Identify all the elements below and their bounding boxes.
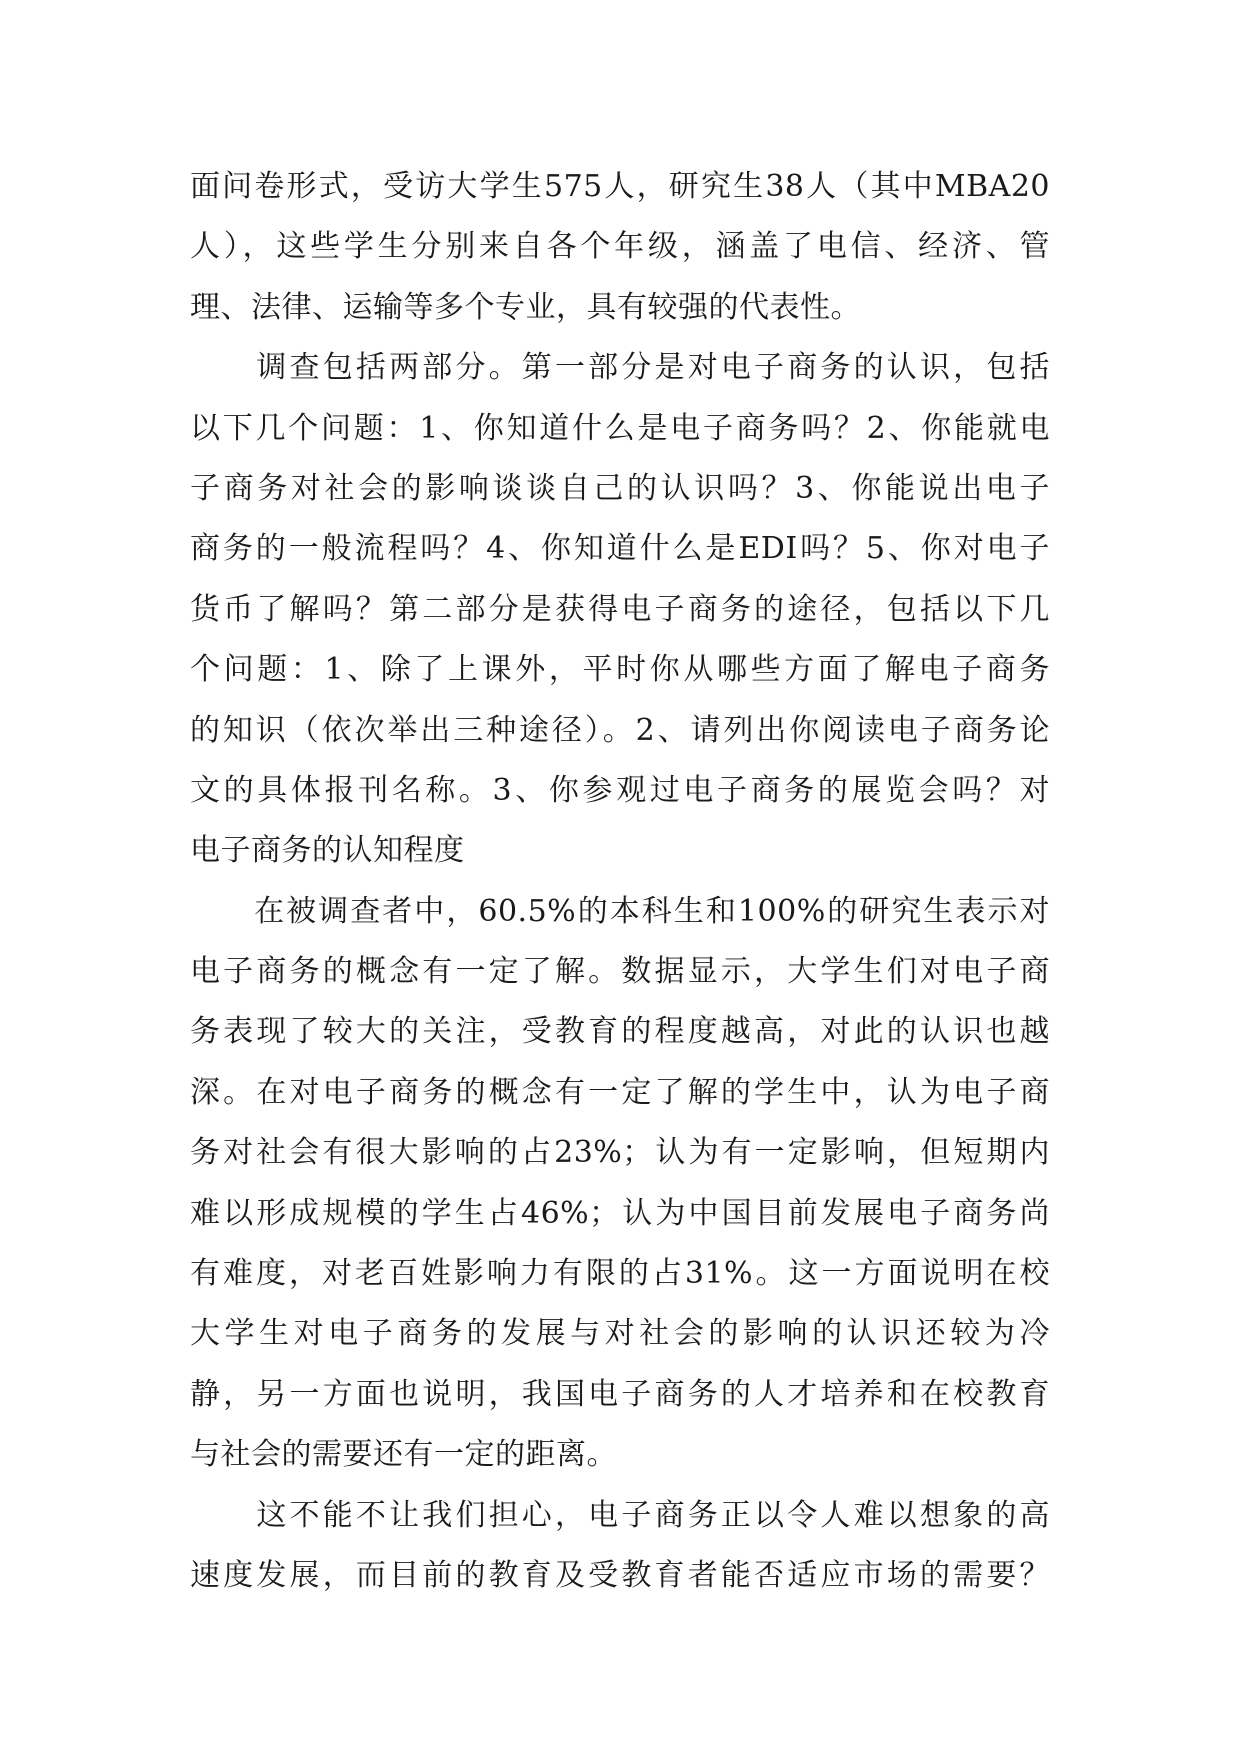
text-line: 大学生对电子商务的发展与对社会的影响的认识还较为冷 [190,1316,1050,1352]
text-line: 深。在对电子商务的概念有一定了解的学生中，认为电子商 [190,1074,1050,1110]
text-line: 电子商务的认知程度 [190,833,465,869]
text-line: 难以形成规模的学生占46%；认为中国目前发展电子商务尚 [190,1195,1050,1231]
text-line: 货币了解吗？第二部分是获得电子商务的途径，包括以下几 [190,591,1050,627]
text-line: 务表现了较大的关注，受教育的程度越高，对此的认识也越 [190,1014,1050,1050]
text-line: 以下几个问题：1、你知道什么是电子商务吗？2、你能就电 [190,410,1050,446]
text-line: 静，另一方面也说明，我国电子商务的人才培养和在校教育 [190,1376,1050,1412]
text-line: 文的具体报刊名称。3、你参观过电子商务的展览会吗？对 [190,772,1050,808]
text-line: 商务的一般流程吗？4、你知道什么是EDI吗？5、你对电子 [190,531,1050,567]
text-line: 的知识（依次举出三种途径）。2、请列出你阅读电子商务论 [190,712,1050,748]
text-line: 子商务对社会的影响谈谈自己的认识吗？3、你能说出电子 [190,470,1050,506]
text-line: 面问卷形式，受访大学生575人，研究生38人（其中MBA20 [190,169,1050,204]
text-line: 调查包括两部分。第一部分是对电子商务的认识，包括 [190,350,1050,386]
text-line: 理、法律、运输等多个专业，具有较强的代表性。 [190,289,861,325]
text-line: 电子商务的概念有一定了解。数据显示，大学生们对电子商 [190,954,1050,990]
text-line: 务对社会有很大影响的占23%；认为有一定影响，但短期内 [190,1135,1050,1171]
body-text [190,157,1050,1606]
text-line: 人），这些学生分别来自各个年级，涵盖了电信、经济、管 [190,229,1050,265]
text-line: 速度发展，而目前的教育及受教育者能否适应市场的需要？ [190,1557,1050,1593]
text-line: 个问题：1、除了上课外，平时你从哪些方面了解电子商务 [190,652,1050,688]
text-line: 在被调查者中，60.5%的本科生和100%的研究生表示对 [190,893,1050,929]
text-line: 这不能不让我们担心，电子商务正以令人难以想象的高 [190,1497,1050,1533]
text-line: 有难度，对老百姓影响力有限的占31%。这一方面说明在校 [190,1256,1050,1292]
text-line: 与社会的需要还有一定的距离。 [190,1437,617,1473]
